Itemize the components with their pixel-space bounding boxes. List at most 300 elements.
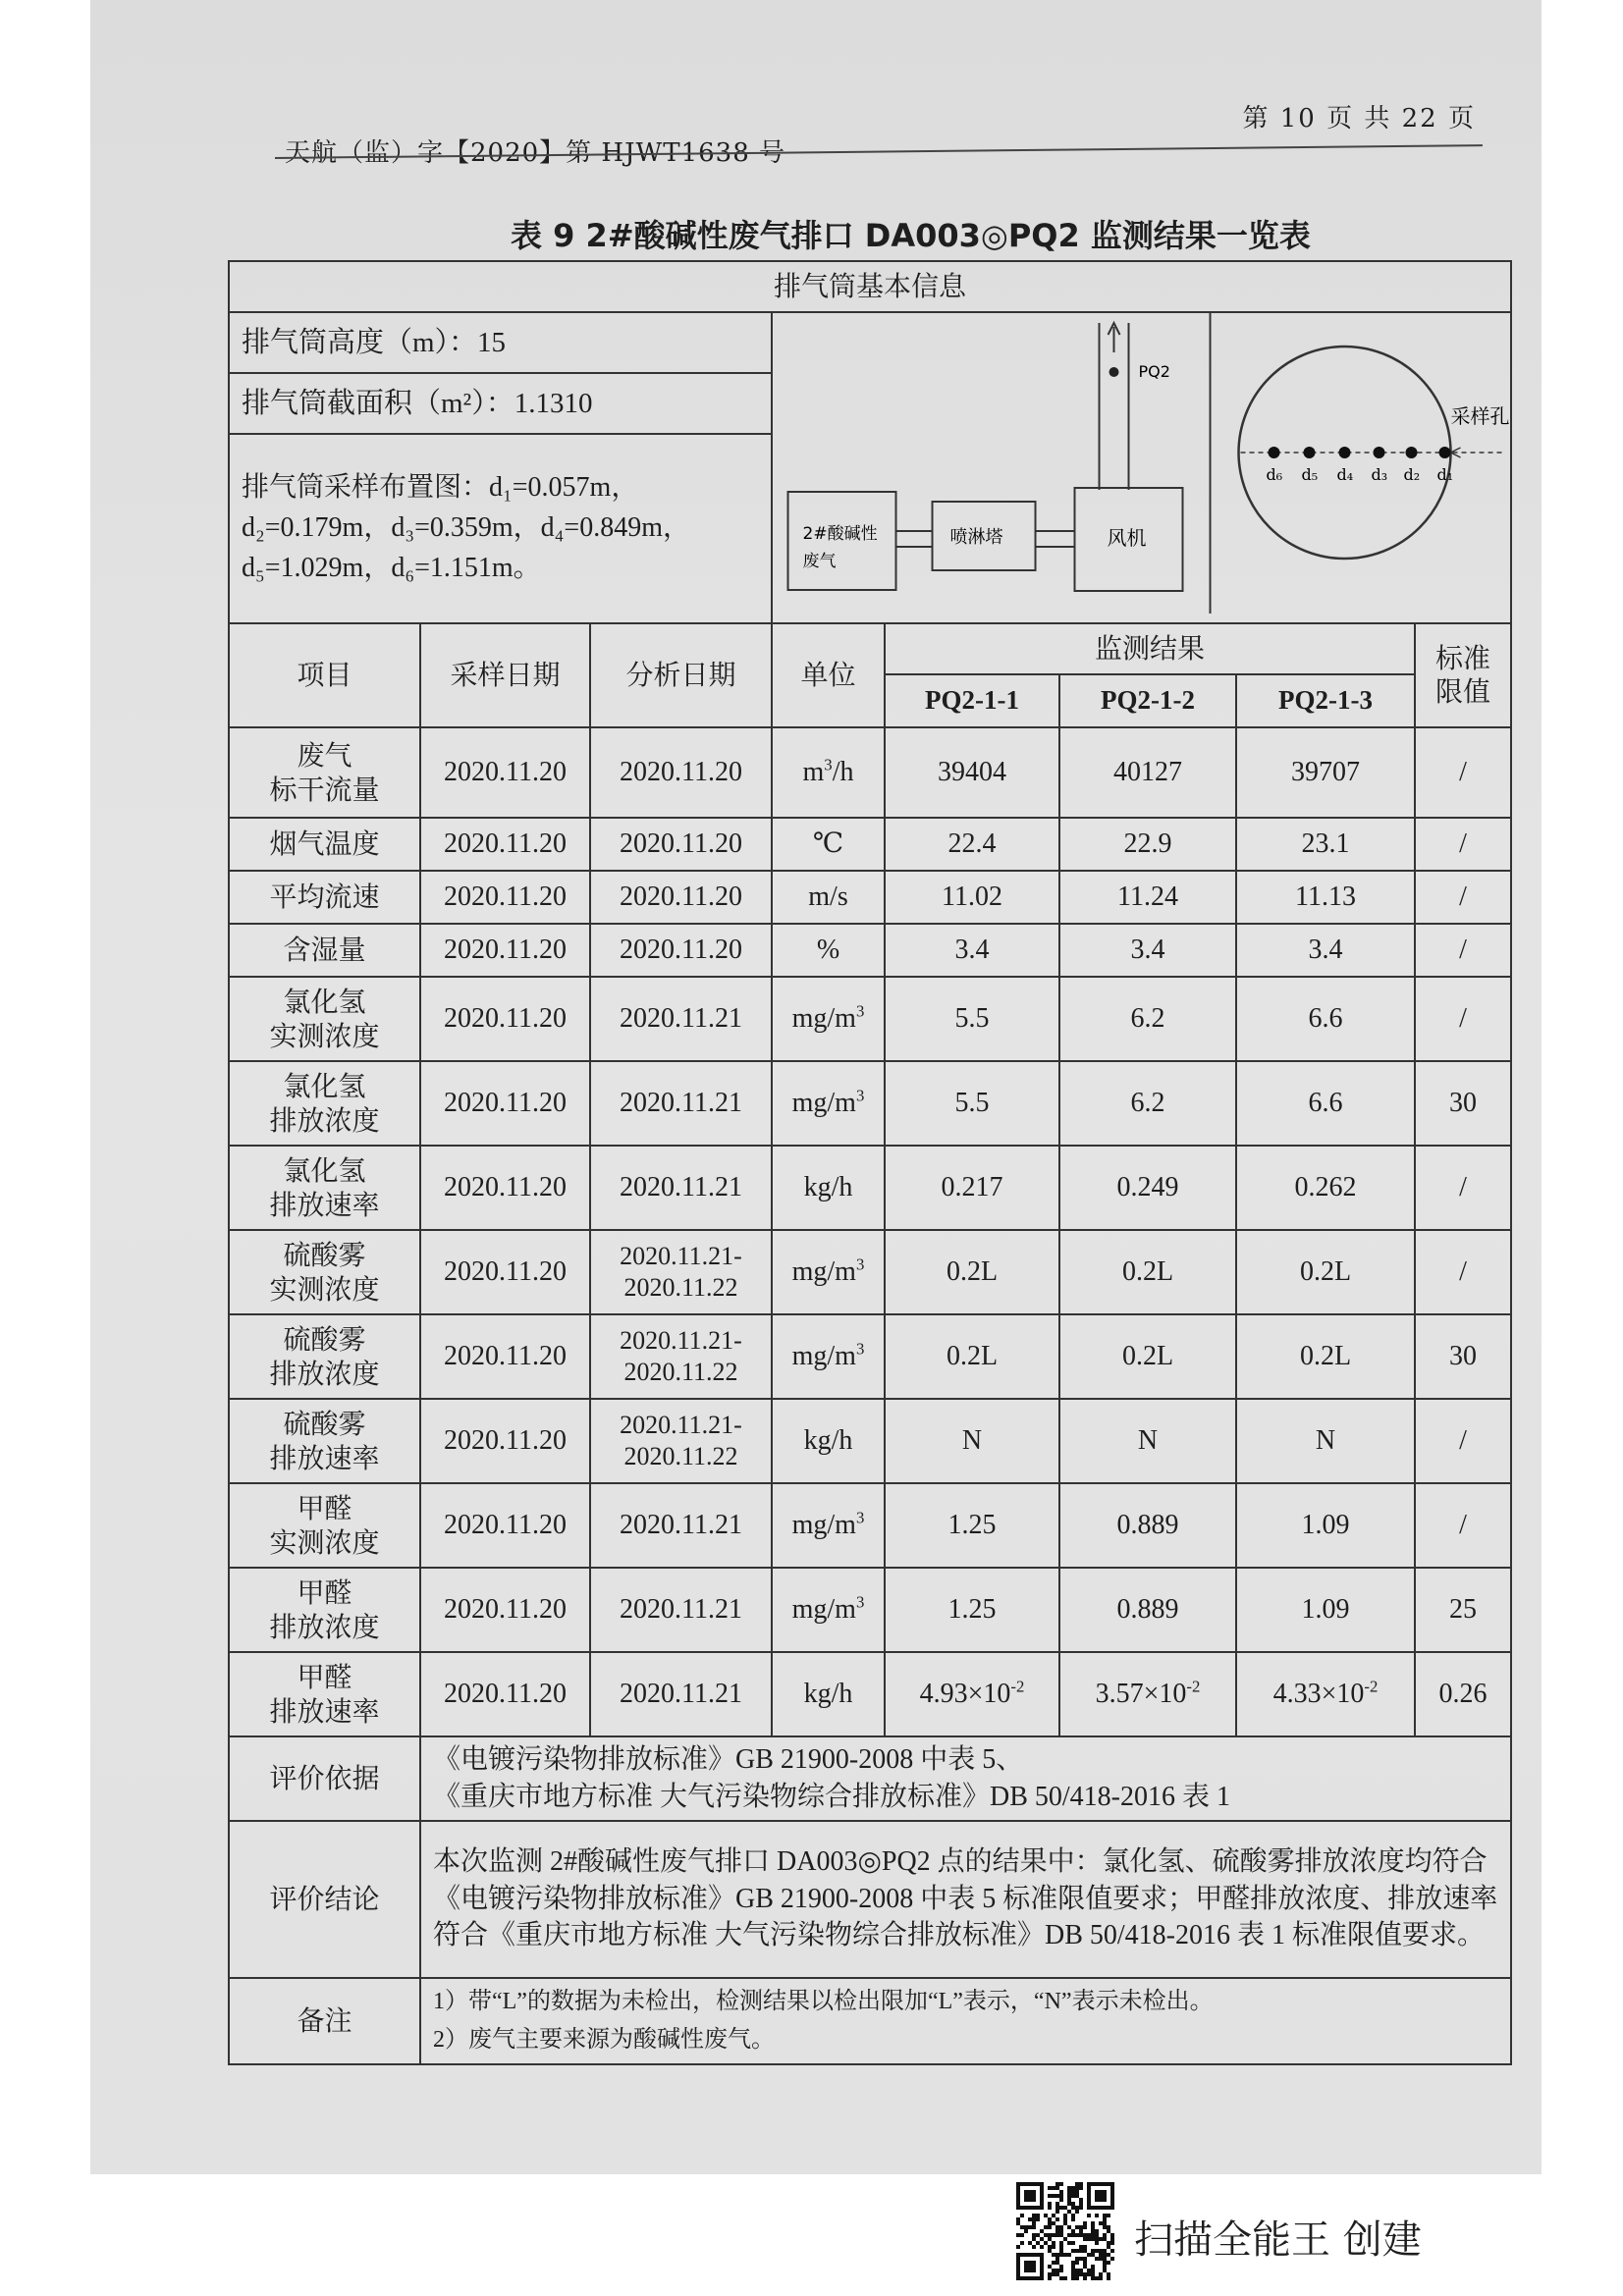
sampling-point-label: d₃ [1371,465,1388,484]
watermark-text: 扫描全能王 创建 [1134,2217,1422,2263]
sample-date-text: 2020.11.20 [444,756,567,787]
cell-sample-date [420,727,590,818]
cell-limit [1415,1399,1511,1483]
result-value: 1.09 [1301,1509,1350,1540]
unit-base: m/s [808,881,848,912]
sample-date-text: 2020.11.20 [444,1340,567,1371]
sampling-point-label: d₆ [1266,465,1283,484]
cell-limit [1415,1230,1511,1314]
analysis-date-line1: 2020.11.21 [620,1678,742,1709]
cell-analysis-date [590,1061,772,1146]
cell-result-3 [1236,1483,1415,1568]
limit-value: / [1459,1509,1467,1540]
sample-date-text: 2020.11.20 [444,828,567,859]
basis-label: 评价依据 [229,1736,420,1821]
item-name-line2: 排放速率 [269,1188,380,1221]
cell-sample-date [420,1399,590,1483]
acid-gas-label2: 废气 [802,552,837,571]
cell-unit [772,1652,885,1736]
basis-line2: 《重庆市地方标准 大气污染物综合排放标准》DB 50/418-2016 表 1 [433,1781,1231,1812]
cell-limit [1415,977,1511,1061]
cell-limit [1415,1568,1511,1652]
cell-result-1 [885,1399,1059,1483]
cell-item [229,1061,420,1146]
basis-text [420,1736,1511,1821]
result-value: 4.93×10 [919,1678,1011,1709]
result-value: 0.2L [946,1255,999,1287]
result-value: 3.4 [1130,934,1165,965]
col-r1: PQ2-1-1 [885,674,1059,727]
cell-result-2 [1059,1652,1236,1736]
analysis-date-line1: 2020.11.21 [620,1171,742,1202]
item-name-line2: 排放速率 [269,1441,380,1474]
cell-result-2 [1059,1230,1236,1314]
sampling-layout [229,434,772,623]
cell-sample-date [420,1314,590,1399]
col-sample-date: 采样日期 [420,623,590,727]
scanner-watermark [1016,2179,1527,2287]
sample-date-text: 2020.11.20 [444,1087,567,1118]
limit-value: 30 [1449,1340,1477,1371]
cell-result-2 [1059,1399,1236,1483]
item-name: 甲醛 [297,1660,352,1693]
result-value: 11.24 [1117,881,1178,912]
cell-limit [1415,1061,1511,1146]
sampling-hole-label: 采样孔 [1450,404,1510,428]
col-item: 项目 [229,623,420,727]
item-name: 废气 [297,738,352,772]
limit-value: 25 [1449,1593,1477,1625]
cell-limit [1415,871,1511,924]
cell-result-3 [1236,924,1415,977]
item-name-line2: 实测浓度 [269,1525,380,1559]
item-name-line2: 实测浓度 [269,1272,380,1306]
cell-result-3 [1236,1652,1415,1736]
table-row [229,1483,1511,1568]
cell-result-2 [1059,1314,1236,1399]
result-value: 22.4 [947,828,997,859]
result-value: 0.217 [941,1171,1003,1202]
result-value: 0.2L [1121,1340,1174,1371]
cell-analysis-date [590,1483,772,1568]
result-value: 0.2L [1299,1340,1352,1371]
acid-gas-label1: 2#酸碱性 [802,524,878,544]
cell-sample-date [420,818,590,871]
result-value: 5.5 [954,1087,990,1118]
conclusion-text: 本次监测 2#酸碱性废气排口 DA003◎PQ2 点的结果中：氯化氢、硫酸雾排放浓度均符合《电镀污染物排放标准》GB 21900-2008 中表 5 标准限值要求；甲醛排放浓度、排放速率符合《重庆市地方标准 大气污染物综合排放标准》DB 50/418-2016 表 1 标准限值要求。 [420,1821,1511,1978]
result-value: 6.2 [1130,1087,1165,1118]
unit-base: mg/m [791,1255,856,1287]
cell-sample-date [420,977,590,1061]
col-limit-line1: 标准 [1435,642,1491,674]
cell-limit [1415,924,1511,977]
stack-area [229,373,772,434]
item-name: 甲醛 [297,1575,352,1609]
cell-unit [772,1314,885,1399]
cell-unit [772,977,885,1061]
sampling-layout-line1: 排气筒采样布置图：d₁=0.057m， [242,472,639,504]
cell-result-2 [1059,1061,1236,1146]
limit-value: / [1459,934,1467,965]
item-name: 平均流速 [269,881,380,914]
result-value: 11.02 [942,881,1002,912]
cell-result-2 [1059,1146,1236,1230]
sampling-point-label: d₅ [1301,465,1319,484]
conclusion-label: 评价结论 [229,1821,420,1978]
cell-result-1 [885,818,1059,871]
cell-item [229,1483,420,1568]
cell-item [229,977,420,1061]
unit-base: mg/m [791,1593,856,1625]
item-name: 硫酸雾 [283,1407,366,1440]
remarks-label: 备注 [229,1978,420,2064]
cell-item [229,1568,420,1652]
unit-base: mg/m [791,1340,856,1371]
sample-date-text: 2020.11.20 [444,1509,567,1540]
cell-unit [772,1399,885,1483]
cell-sample-date [420,1652,590,1736]
analysis-date-line1: 2020.11.21- [620,1242,742,1271]
cell-result-1 [885,977,1059,1061]
cell-result-1 [885,1483,1059,1568]
unit-exponent: 3 [855,1508,865,1527]
unit-base: mg/m [791,1087,856,1118]
cell-result-3 [1236,871,1415,924]
sampling-layout-line3: d₅=1.029m，d₆=1.151m。 [242,552,541,583]
item-name-line2: 排放浓度 [269,1103,380,1137]
analysis-date-line2: 2020.11.22 [623,1272,738,1302]
cell-result-1 [885,1146,1059,1230]
table-row [229,1314,1511,1399]
result-value: 6.6 [1308,1002,1343,1034]
analysis-date-line1: 2020.11.20 [620,934,742,965]
cell-item [229,1146,420,1230]
analysis-date-line1: 2020.11.21- [620,1326,742,1356]
result-value: 0.262 [1294,1171,1357,1202]
cell-analysis-date [590,871,772,924]
cell-result-2 [1059,924,1236,977]
result-value: N [1315,1424,1336,1456]
result-exponent: -2 [1364,1677,1379,1696]
cell-limit [1415,1652,1511,1736]
qr-code-icon [1016,2182,1114,2280]
analysis-date-line1: 2020.11.21 [620,1509,742,1540]
unit-base: mg/m [791,1002,856,1034]
unit-base: kg/h [803,1171,853,1202]
cell-result-1 [885,1652,1059,1736]
cell-analysis-date [590,924,772,977]
cell-analysis-date [590,1399,772,1483]
result-value: 1.25 [947,1509,997,1540]
result-value: 0.889 [1116,1509,1179,1540]
sampling-point-dot [1339,447,1351,458]
cell-sample-date [420,1061,590,1146]
result-value: N [1137,1424,1159,1456]
result-value: 22.9 [1123,828,1172,859]
analysis-date-line1: 2020.11.21 [620,1002,742,1034]
unit-exponent: 3 [855,1086,865,1105]
cell-result-1 [885,1061,1059,1146]
cell-analysis-date [590,1146,772,1230]
result-value: 11.13 [1295,881,1356,912]
cell-unit [772,871,885,924]
sample-date-text: 2020.11.20 [444,1255,567,1287]
cell-result-2 [1059,871,1236,924]
cell-analysis-date [590,1314,772,1399]
sample-date-text: 2020.11.20 [444,1171,567,1202]
unit-base: m [802,756,825,787]
cell-analysis-date [590,727,772,818]
cell-result-3 [1236,1568,1415,1652]
cell-item [229,1399,420,1483]
cell-unit [772,1483,885,1568]
sample-date-text: 2020.11.20 [444,934,567,965]
cell-sample-date [420,924,590,977]
col-r2: PQ2-1-2 [1059,674,1236,727]
unit-base: % [816,934,840,965]
unit-base: ℃ [812,828,844,859]
cell-item [229,727,420,818]
table-row [229,818,1511,871]
col-unit: 单位 [772,623,885,727]
cell-unit [772,924,885,977]
unit-exponent: 3 [824,755,833,774]
sample-date-text: 2020.11.20 [444,881,567,912]
sampling-point-label: d₁ [1436,465,1454,484]
unit-exponent: 3 [855,1001,865,1021]
table-row [229,977,1511,1061]
limit-value: / [1459,881,1467,912]
cell-limit [1415,727,1511,818]
cell-result-3 [1236,977,1415,1061]
sampling-point-label: d₂ [1403,465,1421,484]
table-row [229,871,1511,924]
unit-base: kg/h [803,1678,853,1709]
limit-value: 0.26 [1438,1678,1488,1709]
sampling-point-dot [1439,447,1451,458]
table-title: 表 9 2#酸碱性废气排口 DA003◎PQ2 监测结果一览表 [511,217,1311,254]
sample-date-text: 2020.11.20 [444,1593,567,1625]
cell-unit [772,1568,885,1652]
analysis-date-line1: 2020.11.21 [620,1087,742,1118]
basis-line1: 《电镀污染物排放标准》GB 21900-2008 中表 5、 [433,1743,1024,1775]
item-name-line2: 实测浓度 [269,1019,380,1052]
cell-item [229,924,420,977]
cell-result-3 [1236,1399,1415,1483]
sampling-point-dot [1269,447,1280,458]
cell-unit [772,1230,885,1314]
cell-result-1 [885,924,1059,977]
col-analysis-date: 分析日期 [590,623,772,727]
unit-base: mg/m [791,1509,856,1540]
result-value: 40127 [1113,756,1182,787]
stack-sample-point [1109,367,1119,377]
sampling-point-label: d₄ [1336,465,1354,484]
basic-info-title: 排气筒基本信息 [229,261,1511,312]
result-value: 0.889 [1116,1593,1179,1625]
cell-item [229,818,420,871]
item-name: 氯化氢 [283,1153,366,1187]
cell-item [229,1652,420,1736]
item-name: 氯化氢 [283,985,366,1018]
cell-unit [772,1146,885,1230]
process-diagram-svg [773,313,1510,614]
analysis-date-line1: 2020.11.20 [620,881,742,912]
process-diagram [772,312,1511,623]
result-value: 4.33×10 [1272,1678,1365,1709]
cell-unit [772,727,885,818]
item-name: 烟气温度 [269,828,380,861]
cell-item [229,871,420,924]
unit-exponent: 3 [855,1592,865,1612]
cell-unit [772,1061,885,1146]
item-name: 甲醛 [297,1491,352,1524]
scrubber-label: 喷淋塔 [949,527,1003,548]
limit-value: / [1459,1424,1467,1456]
cell-result-3 [1236,1230,1415,1314]
stack-height: 排气筒高度（m）：15 [229,312,772,373]
result-value: 3.4 [1308,934,1343,965]
unit-tail: /h [832,756,854,787]
result-value: 39404 [938,756,1006,787]
result-value: 6.2 [1130,1002,1165,1034]
cell-limit [1415,1146,1511,1230]
col-results: 监测结果 [885,623,1415,674]
result-value: 39707 [1291,756,1360,787]
unit-exponent: 3 [855,1255,865,1274]
cell-analysis-date [590,1652,772,1736]
cell-item [229,1314,420,1399]
result-value: N [961,1424,983,1456]
cell-analysis-date [590,1230,772,1314]
unit-base: kg/h [803,1424,853,1456]
cell-result-3 [1236,818,1415,871]
sample-date-text: 2020.11.20 [444,1678,567,1709]
limit-value: / [1459,1002,1467,1034]
item-name-line2: 排放浓度 [269,1610,380,1643]
cell-sample-date [420,1146,590,1230]
table-row [229,727,1511,818]
limit-value: / [1459,1255,1467,1287]
table-row [229,1061,1511,1146]
cell-result-3 [1236,727,1415,818]
stack-area-text: 排气筒截面积（m²）：1.1310 [242,387,593,419]
cell-unit [772,818,885,871]
sample-date-text: 2020.11.20 [444,1424,567,1456]
cell-limit [1415,1483,1511,1568]
cell-result-3 [1236,1146,1415,1230]
result-value: 6.6 [1308,1087,1343,1118]
table-row [229,1146,1511,1230]
result-value: 0.249 [1116,1171,1179,1202]
result-value: 0.2L [946,1340,999,1371]
remarks-text [420,1978,1511,2064]
analysis-date-line1: 2020.11.20 [620,828,742,859]
unit-exponent: 3 [855,1339,865,1359]
cell-result-1 [885,1568,1059,1652]
cell-limit [1415,818,1511,871]
col-limit [1415,623,1511,727]
fan-label: 风机 [1107,526,1147,550]
item-name-line2: 排放浓度 [269,1357,380,1390]
result-value: 3.57×10 [1095,1678,1187,1709]
cell-limit [1415,1314,1511,1399]
cell-result-1 [885,727,1059,818]
cell-result-2 [1059,818,1236,871]
col-r3: PQ2-1-3 [1236,674,1415,727]
cell-result-2 [1059,977,1236,1061]
analysis-date-line1: 2020.11.21- [620,1411,742,1440]
cell-result-3 [1236,1314,1415,1399]
table-row [229,1399,1511,1483]
item-name-line2: 排放速率 [269,1694,380,1728]
remarks-line1: 1）带“L”的数据为未检出，检测结果以检出限加“L”表示，“N”表示未检出。 [433,1989,1214,2015]
cell-analysis-date [590,1568,772,1652]
remarks-line2: 2）废气主要来源为酸碱性废气。 [433,2026,775,2053]
sample-date-text: 2020.11.20 [444,1002,567,1034]
analysis-date-line2: 2020.11.22 [623,1441,738,1470]
sampling-point-dot [1406,447,1418,458]
limit-value: / [1459,1171,1467,1202]
limit-value: / [1459,828,1467,859]
sampling-point-dot [1374,447,1385,458]
sampling-point-dot [1304,447,1316,458]
monitoring-results-table [228,260,1512,2065]
cell-analysis-date [590,818,772,871]
cell-result-2 [1059,1568,1236,1652]
result-exponent: -2 [1186,1677,1201,1696]
cell-sample-date [420,1230,590,1314]
cell-result-1 [885,1230,1059,1314]
cell-sample-date [420,1483,590,1568]
result-value: 23.1 [1301,828,1350,859]
cell-result-1 [885,1314,1059,1399]
analysis-date-line1: 2020.11.20 [620,756,742,787]
cell-analysis-date [590,977,772,1061]
cell-result-3 [1236,1061,1415,1146]
page-number: 第 10 页 共 22 页 [1242,104,1476,133]
item-name: 硫酸雾 [283,1322,366,1356]
result-value: 3.4 [954,934,990,965]
result-value: 1.25 [947,1593,997,1625]
document-number: 天航（监）字【2020】第 HJWT1638 号 [285,138,786,168]
item-name: 氯化氢 [283,1069,366,1102]
cell-result-2 [1059,727,1236,818]
limit-value: / [1459,756,1467,787]
result-value: 0.2L [1299,1255,1352,1287]
analysis-date-line2: 2020.11.22 [623,1357,738,1386]
cell-sample-date [420,871,590,924]
table-row [229,1568,1511,1652]
limit-value: 30 [1449,1087,1477,1118]
stack-label: PQ2 [1138,362,1170,381]
cell-item [229,1230,420,1314]
cell-result-1 [885,871,1059,924]
col-limit-line2: 限值 [1435,674,1491,708]
analysis-date-line1: 2020.11.21 [620,1593,742,1625]
result-value: 5.5 [954,1002,990,1034]
table-row [229,1652,1511,1736]
result-value: 0.2L [1121,1255,1174,1287]
item-name: 含湿量 [283,934,366,967]
item-name: 硫酸雾 [283,1238,366,1271]
sampling-layout-line2: d₂=0.179m，d₃=0.359m，d₄=0.849m， [242,512,690,543]
cell-result-2 [1059,1483,1236,1568]
table-row [229,924,1511,977]
result-exponent: -2 [1010,1677,1025,1696]
item-name-line2: 标干流量 [269,773,380,806]
result-value: 1.09 [1301,1593,1350,1625]
